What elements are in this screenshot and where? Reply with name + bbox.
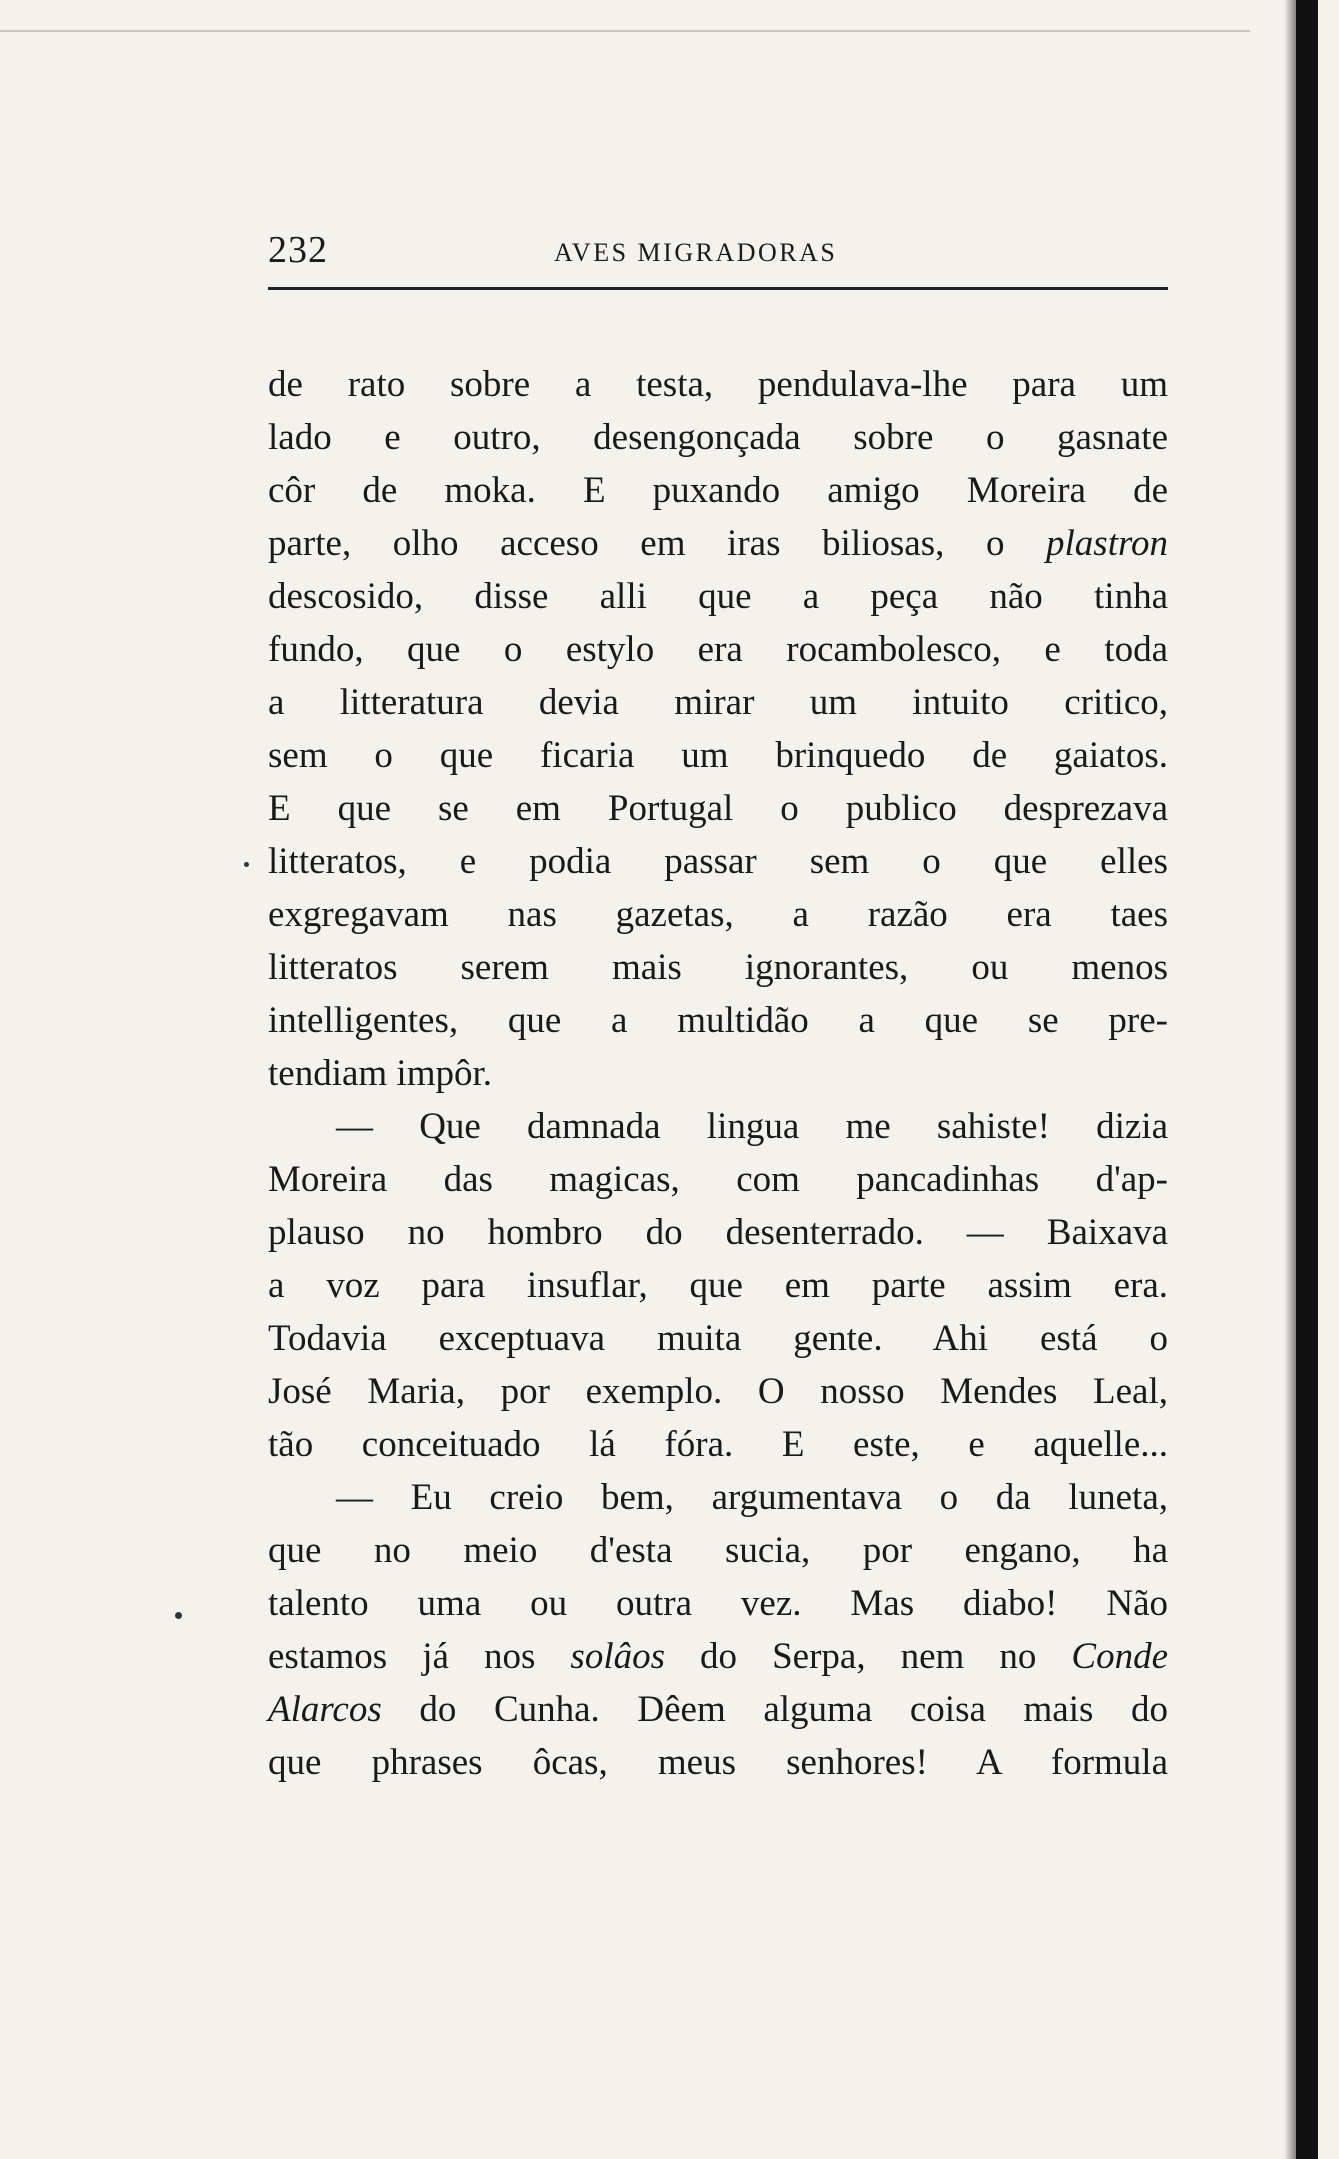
text-line: talento uma ou outra vez. Mas diabo! Não: [268, 1583, 1168, 1624]
text-line: fundo, que o estylo era rocambolesco, e toda: [268, 629, 1168, 670]
italic-word: Alarcos: [268, 1689, 382, 1730]
text-line: Todavia exceptuava muita gente. Ahi está o: [268, 1318, 1168, 1359]
text-line: [268, 517, 1168, 570]
text-line: [268, 1630, 1168, 1683]
text-line: que phrases ôcas, meus senhores! A formula: [268, 1742, 1168, 1783]
book-binding-edge: [1296, 0, 1318, 2159]
text-line: E que se em Portugal o publico desprezava: [268, 788, 1168, 829]
text-line: plauso no hombro do desenterrado. — Baixava: [268, 1212, 1168, 1253]
text-run: estamos já nos: [268, 1636, 571, 1677]
binding-shadow: [1284, 0, 1296, 2159]
text-run: do Serpa, nem no: [665, 1636, 1072, 1677]
text-run: parte, olho acceso em iras biliosas, o: [268, 523, 1047, 564]
text-line: litteratos serem mais ignorantes, ou menos: [268, 947, 1168, 988]
text-line: a voz para insuflar, que em parte assim era.: [268, 1265, 1168, 1306]
text-line: tão conceituado lá fóra. E este, e aquelle...: [268, 1424, 1168, 1465]
body-text: [268, 358, 1168, 1789]
text-line: côr de moka. E puxando amigo Moreira de: [268, 470, 1168, 511]
text-line: tendiam impôr.: [268, 1053, 493, 1094]
ink-speck: [244, 862, 249, 867]
italic-word: plastron: [1046, 523, 1168, 564]
ink-speck: [175, 1612, 182, 1619]
text-line: descosido, disse alli que a peça não tinha: [268, 576, 1168, 617]
italic-word: Conde: [1071, 1636, 1168, 1677]
text-line: de rato sobre a testa, pendulava-lhe para um: [268, 364, 1168, 405]
text-line: litteratos, e podia passar sem o que elles: [268, 841, 1168, 882]
page-header: [268, 228, 1168, 278]
text-line: — Que damnada lingua me sahiste! dizia: [336, 1106, 1168, 1147]
text-run: do Cunha. Dêem alguma coisa mais do: [381, 1689, 1168, 1730]
text-line: a litteratura devia mirar um intuito critico,: [268, 682, 1168, 723]
page-number: 232: [268, 229, 328, 271]
header-rule: [268, 287, 1168, 290]
text-line: sem o que ficaria um brinquedo de gaiatos.: [268, 735, 1168, 776]
running-head: AVES MIGRADORAS: [554, 238, 838, 267]
text-line: Moreira das magicas, com pancadinhas d'ap-: [268, 1159, 1168, 1200]
text-line: José Maria, por exemplo. O nosso Mendes Leal,: [268, 1371, 1168, 1412]
text-line: intelligentes, que a multidão a que se pre-: [268, 1000, 1168, 1041]
text-line: — Eu creio bem, argumentava o da luneta,: [336, 1477, 1168, 1518]
text-line: [268, 1683, 1168, 1736]
text-line: que no meio d'esta sucia, por engano, ha: [268, 1530, 1168, 1571]
scan-edge-line: [0, 30, 1250, 32]
text-line: lado e outro, desengonçada sobre o gasnate: [268, 417, 1168, 458]
text-line: exgregavam nas gazetas, a razão era taes: [268, 894, 1168, 935]
italic-word: solâos: [570, 1636, 665, 1677]
